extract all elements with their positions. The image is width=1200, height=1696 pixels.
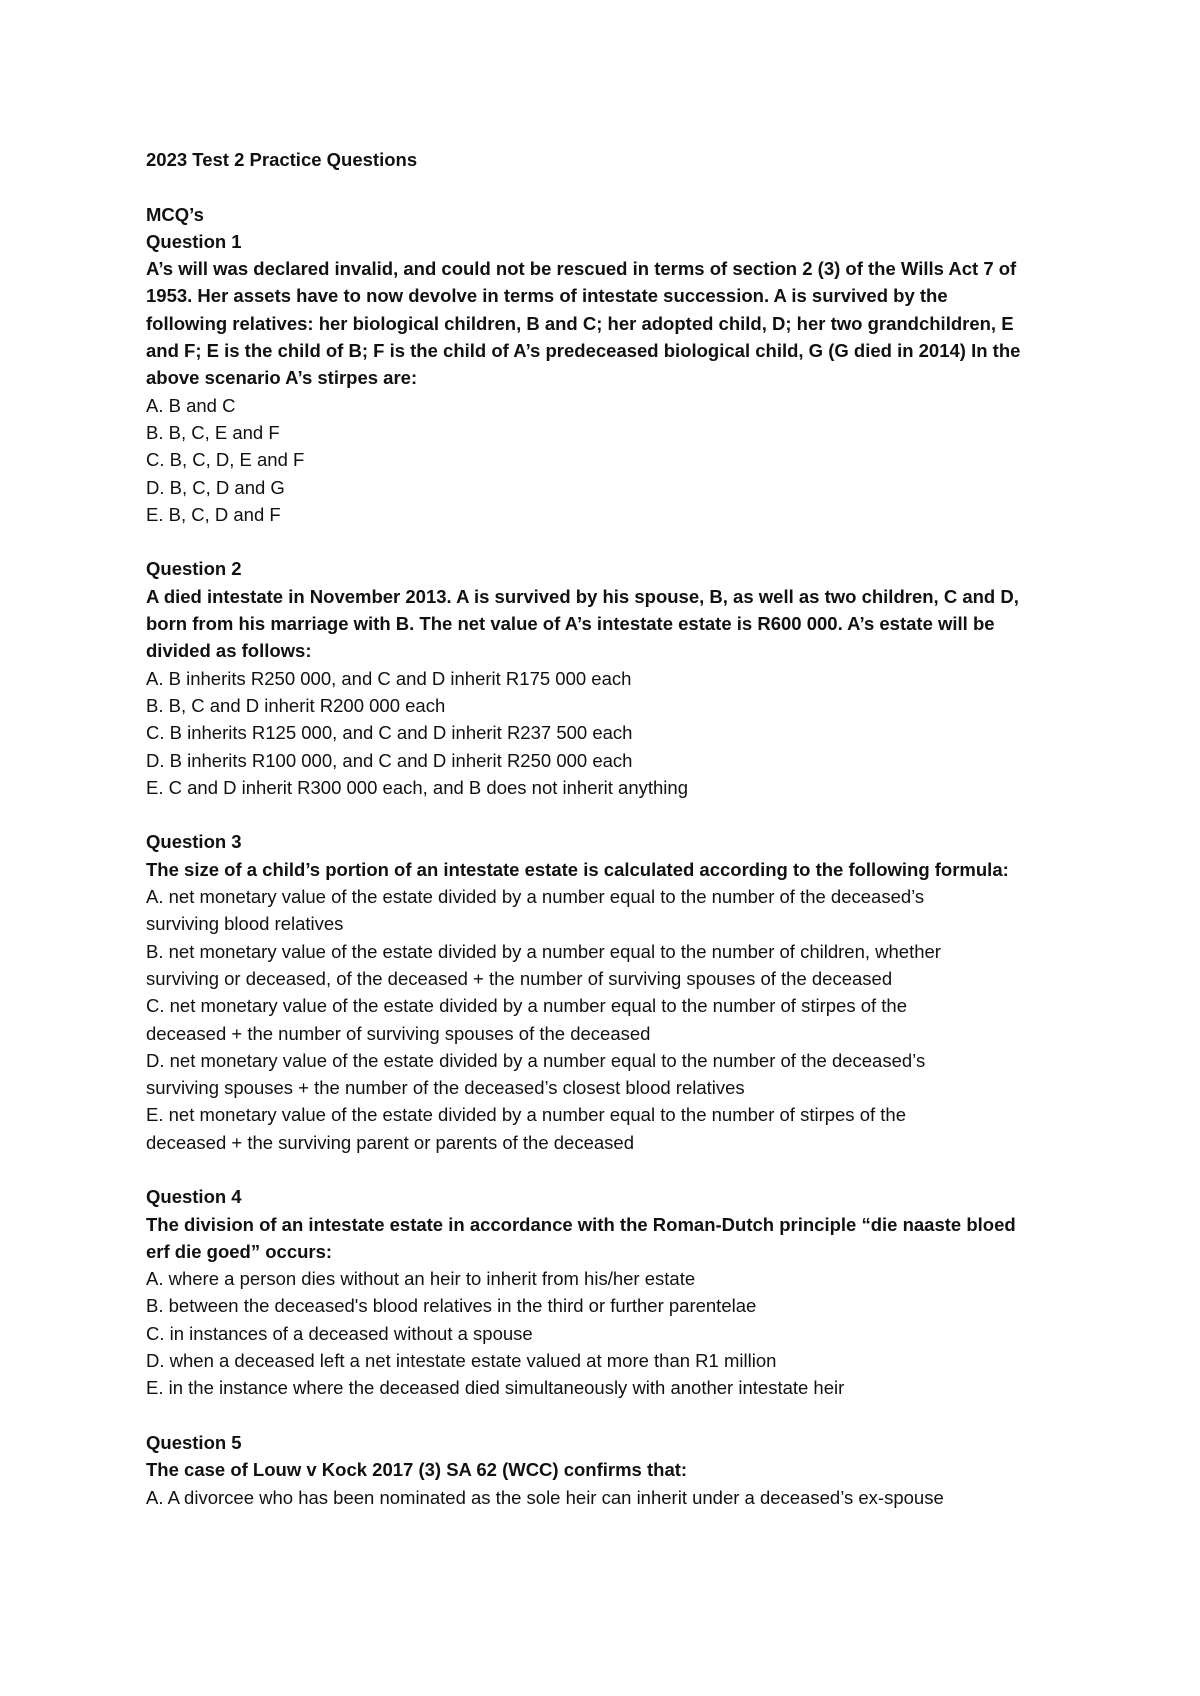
question-stem-line: The case of Louw v Kock 2017 (3) SA 62 (WCC) confirms that: bbox=[146, 1459, 688, 1481]
answer-option-line: C. in instances of a deceased without a spouse bbox=[146, 1322, 533, 1344]
answer-option-line: C. B inherits R125 000, and C and D inherit R237 500 each bbox=[146, 722, 633, 744]
section-label: MCQ’s bbox=[146, 203, 204, 225]
question-stem-line: born from his marriage with B. The net value of A’s intestate estate is R600 000. A’s estate will be bbox=[146, 613, 995, 635]
answer-option-line: D. when a deceased left a net intestate estate valued at more than R1 million bbox=[146, 1350, 777, 1372]
document-page bbox=[146, 146, 1076, 1511]
question-stem-line: erf die goed” occurs: bbox=[146, 1240, 333, 1262]
question-stem-line: The size of a child’s portion of an intestate estate is calculated according to the following formula: bbox=[146, 858, 1009, 880]
answer-option-line: B. B, C and D inherit R200 000 each bbox=[146, 694, 446, 716]
answer-option-line: A. B and C bbox=[146, 394, 236, 416]
answer-option-line: B. net monetary value of the estate divided by a number equal to the number of children, whether bbox=[146, 940, 941, 962]
answer-option-line: deceased + the number of surviving spouses of the deceased bbox=[146, 1022, 651, 1044]
question-block bbox=[146, 801, 1076, 1156]
question-stem-line: following relatives: her biological children, B and C; her adopted child, D; her two grandchildren, E bbox=[146, 312, 1014, 334]
answer-option-line: E. B, C, D and F bbox=[146, 503, 281, 525]
document-title: 2023 Test 2 Practice Questions bbox=[146, 149, 418, 170]
answer-option-line: D. B inherits R100 000, and C and D inherit R250 000 each bbox=[146, 749, 633, 771]
answer-option-line: A. A divorcee who has been nominated as the sole heir can inherit under a deceased’s ex-spouse bbox=[146, 1486, 944, 1508]
question-block bbox=[146, 528, 1076, 801]
answer-option-line: E. net monetary value of the estate divided by a number equal to the number of stirpes of the bbox=[146, 1104, 906, 1126]
spacer bbox=[146, 801, 1076, 828]
question-heading: Question 3 bbox=[146, 831, 242, 853]
answer-option-line: E. C and D inherit R300 000 each, and B does not inherit anything bbox=[146, 776, 688, 798]
answer-option-line: deceased + the surviving parent or parents of the deceased bbox=[146, 1131, 635, 1153]
spacer bbox=[146, 173, 1076, 200]
question-stem-line: divided as follows: bbox=[146, 640, 312, 662]
question-heading: Question 4 bbox=[146, 1186, 242, 1208]
question-stem-line: above scenario A’s stirpes are: bbox=[146, 367, 418, 389]
spacer bbox=[146, 528, 1076, 555]
spacer bbox=[146, 1156, 1076, 1183]
question-stem-line: A died intestate in November 2013. A is survived by his spouse, B, as well as two children, C and D, bbox=[146, 585, 1019, 607]
answer-option-line: D. net monetary value of the estate divided by a number equal to the number of the deceased’s bbox=[146, 1049, 926, 1071]
answer-option-line: C. B, C, D, E and F bbox=[146, 449, 305, 471]
question-stem-line: The division of an intestate estate in accordance with the Roman-Dutch principle “die naaste bloed bbox=[146, 1213, 1016, 1235]
answer-option-line: surviving or deceased, of the deceased + the number of surviving spouses of the deceased bbox=[146, 967, 893, 989]
answer-option-line: E. in the instance where the deceased died simultaneously with another intestate heir bbox=[146, 1377, 845, 1399]
answer-option-line: B. B, C, E and F bbox=[146, 421, 280, 443]
question-block bbox=[146, 1156, 1076, 1402]
answer-option-line: surviving spouses + the number of the deceased’s closest blood relatives bbox=[146, 1077, 745, 1099]
answer-option-line: A. net monetary value of the estate divided by a number equal to the number of the deceased’s bbox=[146, 886, 925, 908]
answer-option-line: A. where a person dies without an heir to inherit from his/her estate bbox=[146, 1268, 696, 1290]
question-stem-line: and F; E is the child of B; F is the child of A’s predeceased biological child, G (G died in 2014) In the bbox=[146, 340, 1021, 362]
question-block bbox=[146, 1402, 1076, 1511]
answer-option-line: B. between the deceased's blood relatives in the third or further parentelae bbox=[146, 1295, 757, 1317]
answer-option-line: surviving blood relatives bbox=[146, 913, 344, 935]
question-heading: Question 1 bbox=[146, 230, 242, 252]
spacer bbox=[146, 1402, 1076, 1429]
answer-option-line: C. net monetary value of the estate divided by a number equal to the number of stirpes of the bbox=[146, 995, 908, 1017]
question-stem-line: A’s will was declared invalid, and could not be rescued in terms of section 2 (3) of the Wills Act 7 of bbox=[146, 258, 1017, 280]
question-block bbox=[146, 228, 1076, 528]
answer-option-line: A. B inherits R250 000, and C and D inherit R175 000 each bbox=[146, 667, 632, 689]
question-heading: Question 5 bbox=[146, 1431, 242, 1453]
question-list bbox=[146, 228, 1076, 1511]
question-heading: Question 2 bbox=[146, 558, 242, 580]
question-stem-line: 1953. Her assets have to now devolve in terms of intestate succession. A is survived by the bbox=[146, 285, 948, 307]
answer-option-line: D. B, C, D and G bbox=[146, 476, 285, 498]
